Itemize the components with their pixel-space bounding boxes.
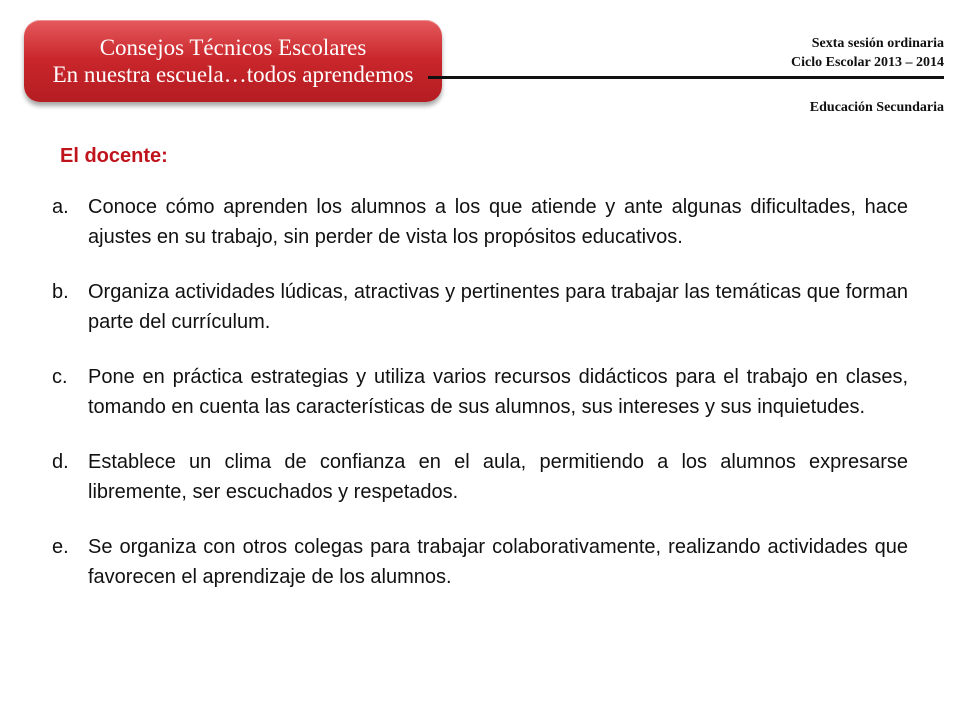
list-item xyxy=(52,448,908,507)
title-line-2: En nuestra escuela…todos aprendemos xyxy=(52,62,414,87)
list-item xyxy=(52,363,908,422)
list-marker: a. xyxy=(52,196,69,218)
list-item-text: Se organiza con otros colegas para trabajar colaborativamente, realizando actividades que favorecen el aprendizaje de los alumnos. xyxy=(88,536,908,588)
header-divider xyxy=(428,76,944,79)
list-item xyxy=(52,533,908,592)
list-item-text: Conoce cómo aprenden los alumnos a los que atiende y ante algunas dificultades, hace ajustes en su trabajo, sin perder de vista los propósitos educativos. xyxy=(88,196,908,248)
list-item xyxy=(52,193,908,252)
education-level: Educación Secundaria xyxy=(809,100,944,115)
title-badge xyxy=(24,20,442,102)
list-item-text: Establece un clima de confianza en el aula, permitiendo a los alumnos expresarse libremente, ser escuchados y respetados. xyxy=(88,451,908,503)
list-item-text: Pone en práctica estrategias y utiliza varios recursos didácticos para el trabajo en clases, tomando en cuenta las características de sus alumnos, sus intereses y sus inquietudes. xyxy=(88,366,908,418)
list-marker: e. xyxy=(52,536,69,558)
list-marker: d. xyxy=(52,451,69,473)
session-name: Sexta sesión ordinaria xyxy=(811,36,944,51)
school-cycle: Ciclo Escolar 2013 – 2014 xyxy=(791,55,944,70)
list-item xyxy=(52,278,908,337)
title-line-1: Consejos Técnicos Escolares xyxy=(99,35,367,60)
list-marker: b. xyxy=(52,281,69,303)
session-info xyxy=(791,34,944,72)
list-item-text: Organiza actividades lúdicas, atractivas y pertinentes para trabajar las temáticas que forman parte del currículum. xyxy=(88,281,908,333)
section-heading: El docente: xyxy=(60,145,168,167)
list-marker: c. xyxy=(52,366,68,388)
teacher-list xyxy=(52,193,908,592)
